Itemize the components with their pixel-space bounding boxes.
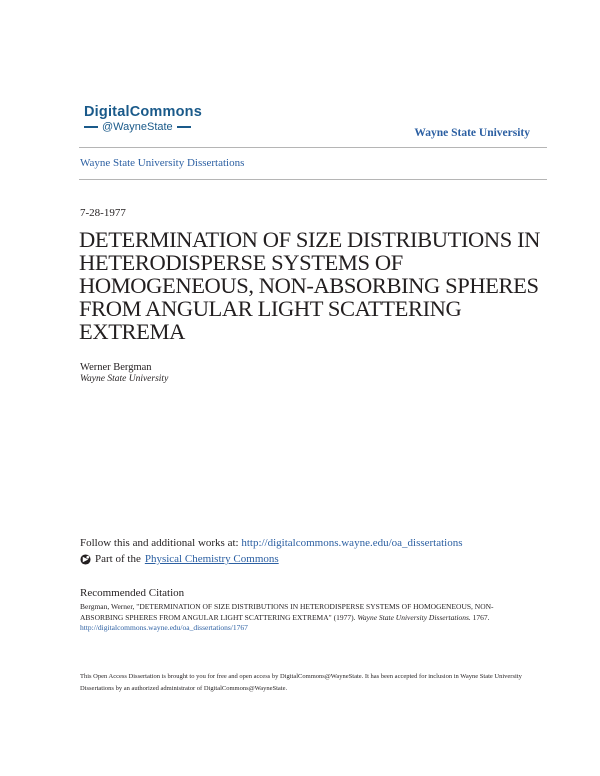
logo-top-text: DigitalCommons — [84, 104, 202, 120]
part-of-label: Part of the — [95, 553, 141, 565]
logo-bottom-text: @WayneState — [102, 121, 173, 133]
document-title: DETERMINATION OF SIZE DISTRIBUTIONS IN HETERODISPERSE SYSTEMS OF HOMOGENEOUS, NON-ABSORBING SPHERES FROM ANGULAR LIGHT SCATTERING EXTREMA — [79, 227, 541, 344]
physical-chemistry-commons-link[interactable]: Physical Chemistry Commons — [144, 553, 279, 565]
collection-link[interactable]: Wayne State University Dissertations — [80, 157, 245, 169]
citation-venue: Wayne State University Dissertations. — [357, 612, 471, 622]
digitalcommons-logo — [84, 104, 234, 133]
second-divider — [79, 179, 547, 180]
follow-label: Follow this and additional works at: — [80, 537, 239, 549]
recommended-citation-heading: Recommended Citation — [80, 587, 185, 599]
follow-url-link[interactable]: http://digitalcommons.wayne.edu/oa_dissertations — [241, 537, 463, 549]
citation-url-link[interactable]: http://digitalcommons.wayne.edu/oa_dissertations/1767 — [80, 623, 248, 632]
bepress-network-icon — [80, 554, 91, 565]
citation-number: 1767. — [472, 612, 490, 622]
follow-line — [80, 537, 463, 549]
logo-left-line — [84, 126, 98, 128]
top-divider — [79, 147, 547, 148]
author-affiliation: Wayne State University — [80, 374, 169, 384]
logo-bottom — [84, 121, 234, 133]
part-of-line — [80, 553, 279, 565]
citation-block — [80, 602, 530, 634]
author-name[interactable]: Werner Bergman — [80, 362, 152, 373]
university-name: Wayne State University — [414, 127, 530, 139]
publication-date: 7-28-1977 — [80, 207, 126, 219]
logo-right-line — [177, 126, 191, 128]
open-access-statement: This Open Access Dissertation is brought to you for free and open access by DigitalCommons@WayneState. It has been accepted for inclusion in Wayne State University Dissertations by an authorized administrator of DigitalCommons@WayneState. — [80, 673, 522, 692]
citation-text: Bergman, Werner, "DETERMINATION OF SIZE DISTRIBUTIONS IN HETERODISPERSE SYSTEMS OF HOMOGENEOUS, NON-ABSORBING SPHERES FROM ANGULAR LIGHT SCATTERING EXTREMA" (1977). — [80, 602, 494, 622]
